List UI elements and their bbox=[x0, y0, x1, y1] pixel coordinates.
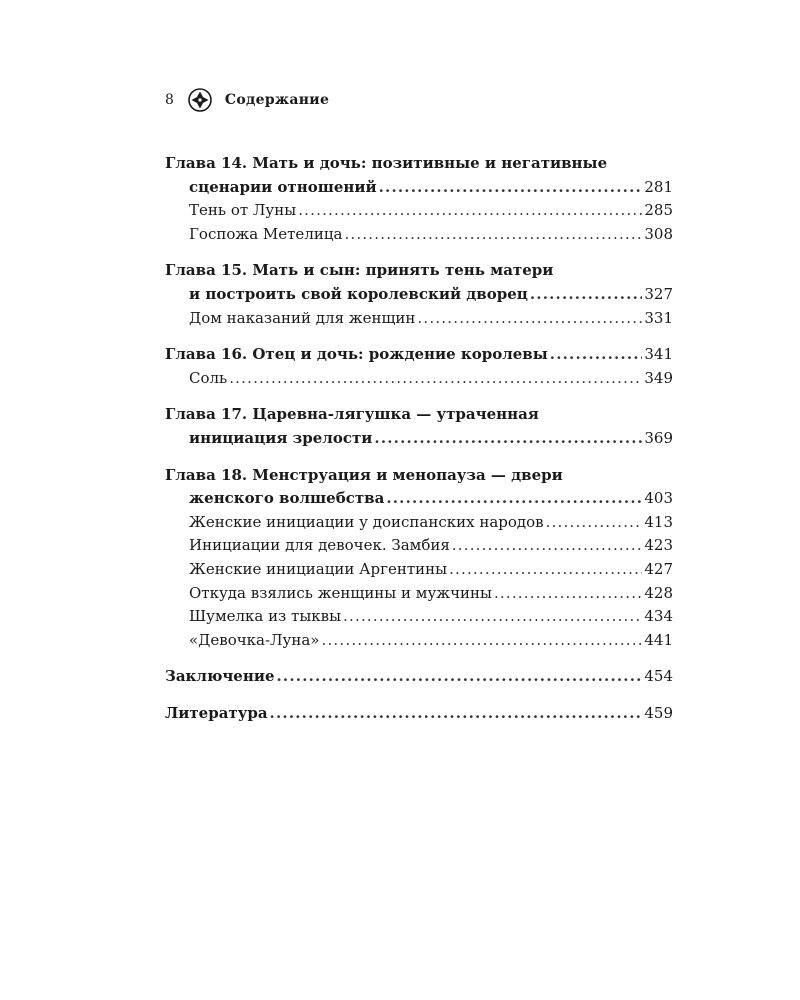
chapter-title-cont: и построить свой королевский дворец bbox=[189, 284, 528, 303]
toc-entry bbox=[165, 629, 673, 653]
toc-entry bbox=[165, 511, 673, 535]
page-ref: 349 bbox=[644, 368, 673, 387]
toc-entry bbox=[165, 176, 673, 200]
chapter-title-cont: сценарии отношений bbox=[189, 177, 377, 196]
running-header bbox=[165, 88, 329, 112]
chapter-title: Литература bbox=[165, 703, 268, 722]
toc-literature bbox=[165, 702, 673, 726]
page-ref: 403 bbox=[644, 489, 673, 508]
dot-leader bbox=[494, 582, 642, 606]
page-ref: 285 bbox=[644, 201, 673, 220]
toc-entry bbox=[165, 702, 673, 726]
toc-chapter-15 bbox=[165, 259, 673, 330]
dot-leader bbox=[344, 223, 642, 247]
dot-leader bbox=[550, 343, 643, 367]
toc-entry bbox=[165, 283, 673, 307]
page-ref: 459 bbox=[644, 703, 673, 722]
chapter-title: Глава 15. Мать и сын: принять тень матери bbox=[165, 261, 554, 280]
table-of-contents bbox=[165, 152, 673, 738]
section-title: «Девочка-Луна» bbox=[189, 630, 320, 649]
toc-entry bbox=[165, 427, 673, 451]
section-title: Женские инициации Аргентины bbox=[189, 559, 448, 578]
dot-leader bbox=[277, 665, 643, 689]
toc-chapter-14 bbox=[165, 152, 673, 246]
page-ref: 327 bbox=[644, 284, 673, 303]
page-number: 8 bbox=[165, 92, 174, 108]
dot-leader bbox=[270, 702, 643, 726]
section-title: Откуда взялись женщины и мужчины bbox=[189, 583, 492, 602]
section-title: Соль bbox=[189, 368, 228, 387]
section-title: Дом наказаний для женщин bbox=[189, 308, 416, 327]
flower-ornament-icon bbox=[188, 88, 212, 112]
dot-leader bbox=[452, 534, 643, 558]
toc-entry bbox=[165, 343, 673, 367]
toc-conclusion bbox=[165, 665, 673, 689]
section-title: Госпожа Метелица bbox=[189, 224, 343, 243]
page-ref: 413 bbox=[644, 512, 673, 531]
section-title: Шумелка из тыквы bbox=[189, 607, 342, 626]
running-title: Содержание bbox=[224, 92, 330, 108]
chapter-title: Глава 18. Менструация и менопауза — двери bbox=[165, 465, 563, 484]
toc-entry bbox=[165, 558, 673, 582]
page-ref: 454 bbox=[644, 667, 673, 686]
page-ref: 331 bbox=[644, 308, 673, 327]
toc-chapter-16 bbox=[165, 343, 673, 390]
toc-entry bbox=[165, 605, 673, 629]
page-ref: 428 bbox=[644, 583, 673, 602]
dot-leader bbox=[449, 558, 642, 582]
toc-entry bbox=[165, 223, 673, 247]
page-ref: 341 bbox=[644, 345, 673, 364]
section-title: Тень от Луны bbox=[189, 201, 297, 220]
chapter-title-cont: женского волшебства bbox=[189, 489, 385, 508]
toc-chapter-18 bbox=[165, 464, 673, 653]
page-ref: 441 bbox=[644, 630, 673, 649]
toc-entry bbox=[165, 199, 673, 223]
dot-leader bbox=[229, 367, 642, 391]
chapter-title: Глава 17. Царевна-лягушка — утраченная bbox=[165, 405, 539, 424]
dot-leader bbox=[298, 199, 642, 223]
dot-leader bbox=[322, 629, 643, 653]
chapter-title-cont: инициация зрелости bbox=[189, 428, 373, 447]
chapter-title: Заключение bbox=[165, 667, 275, 686]
section-title: Женские инициации у доиспанских народов bbox=[189, 512, 544, 531]
dot-leader bbox=[386, 487, 642, 511]
toc-entry bbox=[165, 582, 673, 606]
dot-leader bbox=[343, 605, 642, 629]
section-title: Инициации для девочек. Замбия bbox=[189, 536, 450, 555]
page-ref: 427 bbox=[644, 559, 673, 578]
page-ref: 308 bbox=[644, 224, 673, 243]
dot-leader bbox=[374, 427, 642, 451]
toc-entry bbox=[165, 307, 673, 331]
chapter-title: Глава 14. Мать и дочь: позитивные и негативные bbox=[165, 154, 608, 172]
page-ref: 434 bbox=[644, 607, 673, 626]
dot-leader bbox=[417, 307, 642, 331]
page-ref: 281 bbox=[644, 177, 673, 196]
chapter-title: Глава 16. Отец и дочь: рождение королевы bbox=[165, 345, 548, 364]
page-ref: 369 bbox=[644, 428, 673, 447]
dot-leader bbox=[546, 511, 643, 535]
toc-entry bbox=[165, 367, 673, 391]
toc-entry bbox=[165, 534, 673, 558]
page-ref: 423 bbox=[644, 536, 673, 555]
dot-leader bbox=[379, 176, 643, 200]
toc-entry bbox=[165, 665, 673, 689]
dot-leader bbox=[530, 283, 643, 307]
toc-chapter-17 bbox=[165, 403, 673, 450]
toc-entry bbox=[165, 487, 673, 511]
